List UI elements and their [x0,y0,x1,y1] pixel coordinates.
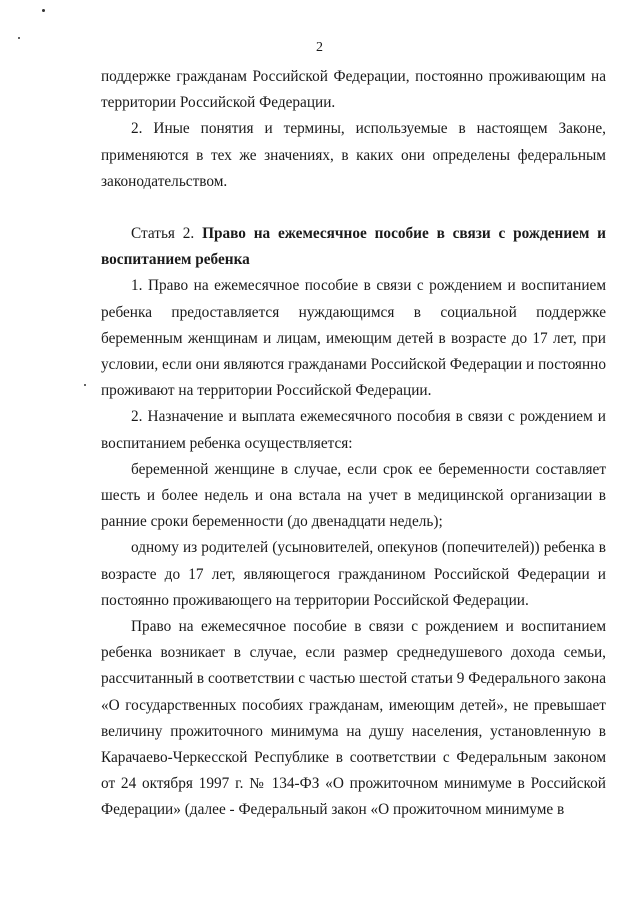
section-spacer [101,195,606,221]
paragraph-assignment: 2. Назначение и выплата ежемесячного пособия в связи с рождением и воспитанием ребенка осуществляется: [101,408,606,452]
scan-speck [42,9,45,12]
page-number: 2 [316,40,323,55]
article-title: Право на ежемесячное пособие в связи с рождением и воспитанием ребенка [101,225,606,269]
document-body [101,64,606,824]
paragraph-pregnant-women: беременной женщине в случае, если срок ее беременности составляет шесть и более недель и она встала на учет в медицинской организации в ранние сроки беременности (до двенадцати недель); [101,460,606,531]
scan-speck [84,384,86,386]
paragraph-parents: одному из родителей (усыновителей, опекунов (попечителей)) ребенка в возрасте до 17 лет, являющегося гражданином Российской Федерации и постоянно проживающего на территории Российской Федерации. [101,539,606,609]
paragraph-continuation: поддержке гражданам Российской Федерации, постоянно проживающим на территории Российской Федерации. [101,68,606,112]
paragraph-definitions: 2. Иные понятия и термины, используемые в настоящем Законе, применяются в тех же значениях, в каких они определены федеральным законодательством. [101,120,606,190]
scan-speck [18,37,20,39]
article-heading [101,221,606,273]
article-label: Статья 2. [131,225,195,243]
paragraph-income-condition: Право на ежемесячное пособие в связи с рождением и воспитанием ребенка возникает в случае, если размер среднедушевого дохода семьи, рассчитанный в соответствии с частью шестой статьи 9 Федерального закона «О государственных пособиях гражданам, имеющим детей», не превышает величину прожиточного минимума на душу населения, установленную в Карачаево-Черкесской Республике в соответствии с Федеральным законом от 24 октября 1997 г. № 134-ФЗ «О прожиточном минимуме в Российской Федерации» (далее - Федеральный закон «О прожиточном минимуме в [101,618,606,819]
paragraph-right-to-allowance: 1. Право на ежемесячное пособие в связи с рождением и воспитанием ребенка предоставляется нуждающимся в социальной поддержке беременным женщинам и лицам, имеющим детей в возрасте до 17 лет, при условии, если они являются гражданами Российской Федерации и постоянно проживают на территории Российской Федерации. [101,277,606,400]
